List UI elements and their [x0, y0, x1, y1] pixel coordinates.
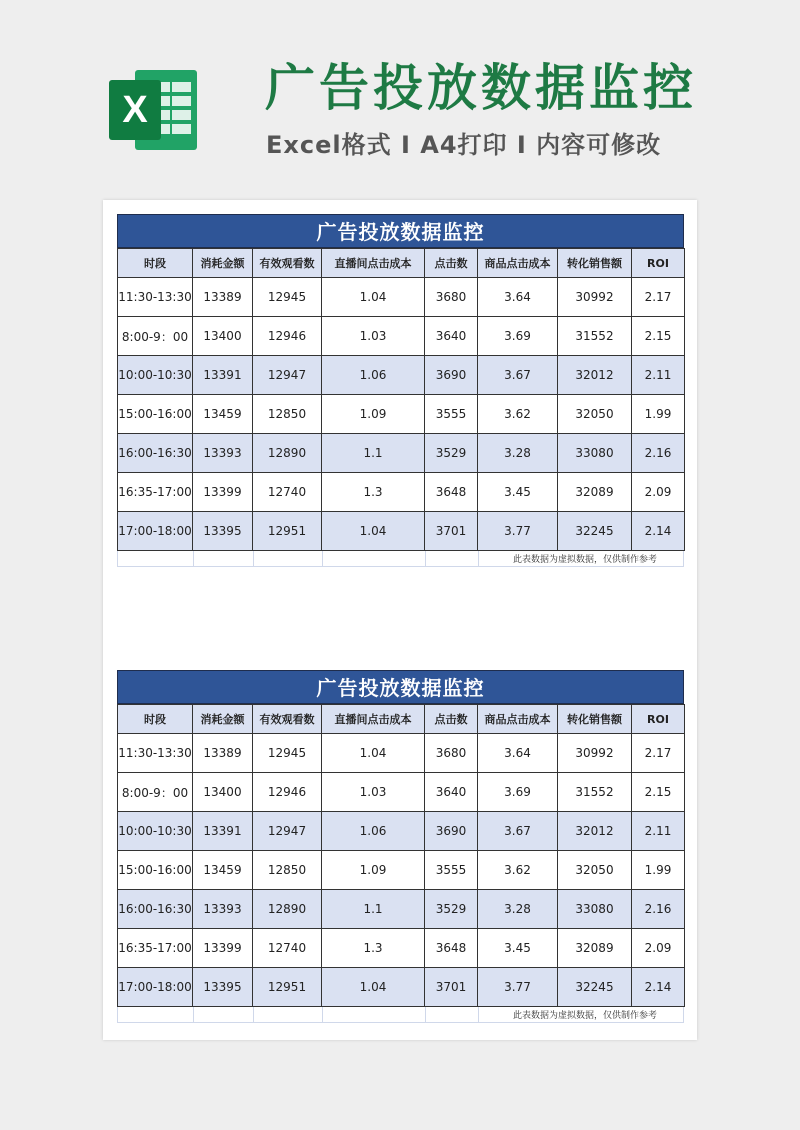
table-cell: 16:00-16:30	[118, 890, 193, 929]
col-header: 有效观看数	[253, 705, 322, 734]
table-cell: 2.17	[632, 278, 685, 317]
table-cell: 3.45	[478, 473, 558, 512]
col-header: 点击数	[425, 705, 478, 734]
data-table	[117, 704, 685, 1007]
table-cell: 12890	[253, 434, 322, 473]
table-cell: 3648	[425, 929, 478, 968]
table-cell: 3555	[425, 395, 478, 434]
table-cell: 3.69	[478, 317, 558, 356]
table-cell: 2.14	[632, 968, 685, 1007]
table-cell: 30992	[558, 734, 632, 773]
table-cell: 1.03	[322, 317, 425, 356]
table-cell: 3.62	[478, 395, 558, 434]
table-cell: 1.1	[322, 434, 425, 473]
table-cell: 32050	[558, 851, 632, 890]
table-cell: 2.16	[632, 434, 685, 473]
table-cell: 3.64	[478, 278, 558, 317]
table-cell: 2.16	[632, 890, 685, 929]
table-cell: 13389	[193, 734, 253, 773]
table-cell: 17:00-18:00	[118, 968, 193, 1007]
table-cell: 13391	[193, 812, 253, 851]
table-cell: 31552	[558, 317, 632, 356]
table-cell: 2.15	[632, 773, 685, 812]
table-cell: 32089	[558, 929, 632, 968]
table-cell: 15:00-16:00	[118, 395, 193, 434]
table-cell: 13393	[193, 434, 253, 473]
table-cell: 13399	[193, 473, 253, 512]
col-header: 直播间点击成本	[322, 249, 425, 278]
table-cell: 1.99	[632, 395, 685, 434]
table-header-row	[118, 705, 685, 734]
table-cell: 12850	[253, 395, 322, 434]
col-header: 点击数	[425, 249, 478, 278]
table-cell: 13459	[193, 395, 253, 434]
table-cell: 1.04	[322, 968, 425, 1007]
col-header: 商品点击成本	[478, 705, 558, 734]
a4-sheet	[103, 200, 697, 1040]
table-row	[118, 473, 685, 512]
table-header-row	[118, 249, 685, 278]
table-cell: 13459	[193, 851, 253, 890]
table-cell: 3690	[425, 812, 478, 851]
page-title: 广告投放数据监控	[265, 59, 697, 117]
excel-logo-icon	[105, 62, 201, 158]
table-cell: 2.09	[632, 929, 685, 968]
table-cell: 1.1	[322, 890, 425, 929]
table-title: 广告投放数据监控	[117, 670, 684, 704]
table-cell: 2.11	[632, 812, 685, 851]
table-cell: 32012	[558, 356, 632, 395]
table-row	[118, 356, 685, 395]
table-cell: 3.69	[478, 773, 558, 812]
table-cell: 1.06	[322, 356, 425, 395]
table-row	[118, 317, 685, 356]
table-cell: 2.09	[632, 473, 685, 512]
table-cell: 2.11	[632, 356, 685, 395]
table-title: 广告投放数据监控	[117, 214, 684, 248]
table-cell: 3.64	[478, 734, 558, 773]
table-cell: 1.03	[322, 773, 425, 812]
table-cell: 12945	[253, 278, 322, 317]
header	[0, 0, 800, 200]
table-cell: 32012	[558, 812, 632, 851]
table-cell: 12947	[253, 356, 322, 395]
table-row	[118, 278, 685, 317]
table-cell: 12947	[253, 812, 322, 851]
table-cell: 32089	[558, 473, 632, 512]
table-cell: 32245	[558, 968, 632, 1007]
table-cell: 12740	[253, 473, 322, 512]
table-row	[118, 929, 685, 968]
col-header: 转化销售额	[558, 249, 632, 278]
col-header: 有效观看数	[253, 249, 322, 278]
table-cell: 33080	[558, 434, 632, 473]
col-header: ROI	[632, 705, 685, 734]
table-cell: 3.77	[478, 512, 558, 551]
table-cell: 1.04	[322, 278, 425, 317]
table-row	[118, 812, 685, 851]
table-cell: 3.28	[478, 890, 558, 929]
col-header: 时段	[118, 249, 193, 278]
table-note: 此表数据为虚拟数据，仅供制作参考	[510, 552, 657, 565]
table-row	[118, 434, 685, 473]
table-cell: 1.3	[322, 473, 425, 512]
table-cell: 1.3	[322, 929, 425, 968]
table-cell: 13399	[193, 929, 253, 968]
table-cell: 8:00-9：00	[118, 317, 193, 356]
table-cell: 12946	[253, 317, 322, 356]
table-cell: 3529	[425, 434, 478, 473]
note-row	[117, 1007, 684, 1023]
note-row	[117, 551, 684, 567]
table-cell: 10:00-10:30	[118, 356, 193, 395]
table-cell: 3.28	[478, 434, 558, 473]
col-header: 消耗金额	[193, 705, 253, 734]
data-table-block	[117, 214, 684, 567]
table-cell: 3648	[425, 473, 478, 512]
table-cell: 3.45	[478, 929, 558, 968]
table-cell: 31552	[558, 773, 632, 812]
data-table-block	[117, 670, 684, 1023]
table-cell: 3.62	[478, 851, 558, 890]
table-cell: 16:35-17:00	[118, 929, 193, 968]
table-cell: 13395	[193, 968, 253, 1007]
table-cell: 2.17	[632, 734, 685, 773]
table-cell: 13400	[193, 317, 253, 356]
table-cell: 1.09	[322, 851, 425, 890]
table-cell: 13389	[193, 278, 253, 317]
table-cell: 33080	[558, 890, 632, 929]
table-row	[118, 512, 685, 551]
table-cell: 13391	[193, 356, 253, 395]
page-subtitle: Excel格式 I A4打印 I 内容可修改	[266, 131, 662, 159]
logo-letter: X	[122, 89, 148, 131]
table-cell: 12951	[253, 968, 322, 1007]
table-cell: 3680	[425, 734, 478, 773]
table-cell: 2.14	[632, 512, 685, 551]
col-header: 商品点击成本	[478, 249, 558, 278]
table-cell: 1.04	[322, 734, 425, 773]
table-cell: 16:35-17:00	[118, 473, 193, 512]
table-cell: 11:30-13:30	[118, 734, 193, 773]
table-cell: 13395	[193, 512, 253, 551]
table-cell: 3.77	[478, 968, 558, 1007]
table-cell: 12890	[253, 890, 322, 929]
table-row	[118, 890, 685, 929]
table-cell: 16:00-16:30	[118, 434, 193, 473]
table-cell: 1.09	[322, 395, 425, 434]
table-note: 此表数据为虚拟数据，仅供制作参考	[510, 1008, 657, 1021]
table-cell: 3680	[425, 278, 478, 317]
table-row	[118, 968, 685, 1007]
table-cell: 12850	[253, 851, 322, 890]
data-table	[117, 248, 685, 551]
table-cell: 8:00-9：00	[118, 773, 193, 812]
table-cell: 30992	[558, 278, 632, 317]
table-row	[118, 395, 685, 434]
col-header: 时段	[118, 705, 193, 734]
table-cell: 11:30-13:30	[118, 278, 193, 317]
table-cell: 3529	[425, 890, 478, 929]
table-cell: 12951	[253, 512, 322, 551]
table-cell: 15:00-16:00	[118, 851, 193, 890]
table-cell: 32245	[558, 512, 632, 551]
col-header: ROI	[632, 249, 685, 278]
table-row	[118, 773, 685, 812]
table-cell: 13393	[193, 890, 253, 929]
table-cell: 3640	[425, 317, 478, 356]
col-header: 转化销售额	[558, 705, 632, 734]
table-cell: 1.99	[632, 851, 685, 890]
table-cell: 1.06	[322, 812, 425, 851]
table-cell: 12740	[253, 929, 322, 968]
table-row	[118, 734, 685, 773]
table-cell: 2.15	[632, 317, 685, 356]
col-header: 直播间点击成本	[322, 705, 425, 734]
table-cell: 3690	[425, 356, 478, 395]
col-header: 消耗金额	[193, 249, 253, 278]
table-cell: 10:00-10:30	[118, 812, 193, 851]
table-cell: 32050	[558, 395, 632, 434]
table-cell: 12945	[253, 734, 322, 773]
table-row	[118, 851, 685, 890]
table-cell: 12946	[253, 773, 322, 812]
table-cell: 3701	[425, 968, 478, 1007]
table-cell: 3701	[425, 512, 478, 551]
table-cell: 3555	[425, 851, 478, 890]
table-cell: 3.67	[478, 812, 558, 851]
table-cell: 13400	[193, 773, 253, 812]
table-cell: 3.67	[478, 356, 558, 395]
table-cell: 17:00-18:00	[118, 512, 193, 551]
table-cell: 1.04	[322, 512, 425, 551]
table-cell: 3640	[425, 773, 478, 812]
